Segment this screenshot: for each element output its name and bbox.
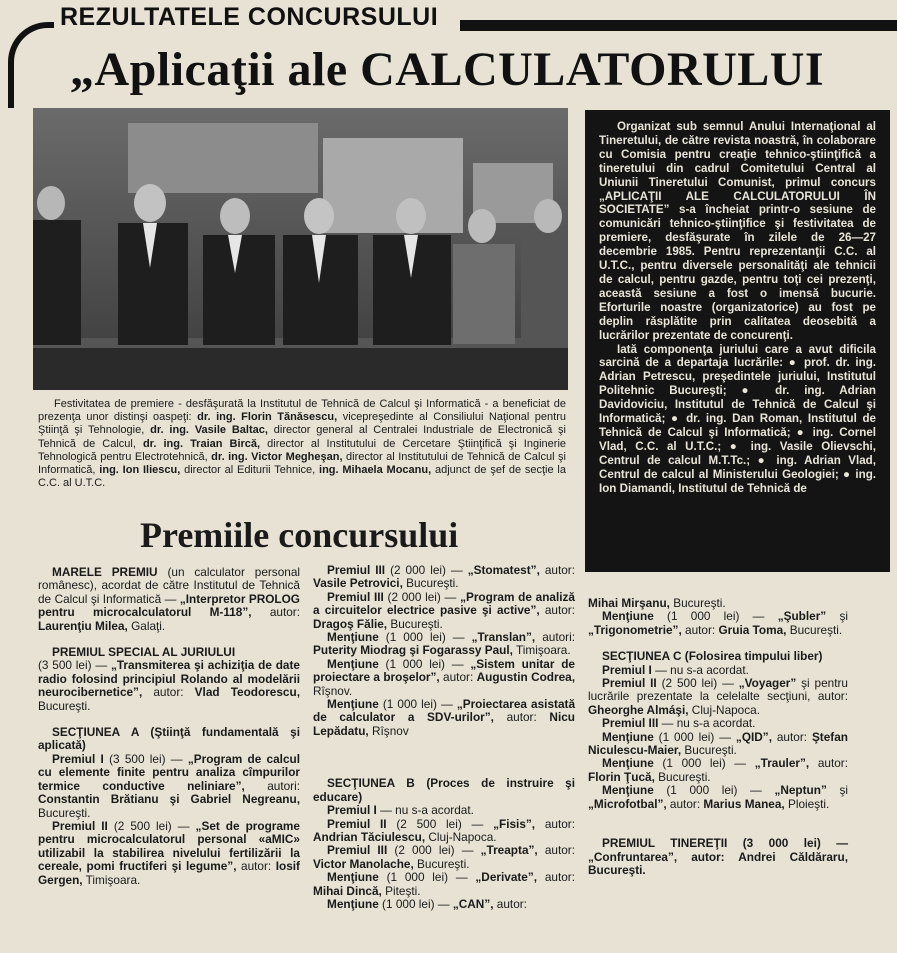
bold-run: Gheorghe Almáşi, (588, 702, 689, 717)
text-run: director al Institutului de Tehnică de Calcul şi Informatică, (38, 450, 566, 477)
text-run: (1 000 lei) — (378, 656, 471, 671)
text-run: (un calculator personal românesc), acordat de către Institutul de Tehnică de Calcul şi Informatică — (38, 565, 301, 606)
photo-caption (38, 398, 566, 490)
text-run: Bucureşti. (669, 596, 726, 610)
bold-run: „Şubler” (777, 609, 827, 624)
text-run: Bucureşti. (654, 769, 711, 784)
prize-entry (313, 898, 575, 911)
prize-entry (313, 844, 575, 871)
text-run: autor: (537, 870, 575, 885)
text-run: şi (826, 783, 848, 798)
bold-run: „Interpretor PROLOG pentru microcalculatorul M-118”, (38, 591, 300, 620)
ceremony-photo-illustration (33, 108, 568, 390)
prizes-title: Premiile concursului (140, 515, 459, 555)
bold-run: Premiul III (327, 589, 384, 604)
text-run: autor: (493, 896, 527, 911)
spacer (313, 738, 575, 751)
bold-run: Dragoş Fălie, (313, 616, 388, 631)
bold-run: Menţiune (327, 656, 379, 671)
text-run: autor: (493, 710, 550, 725)
bold-run: „QID”, (735, 729, 772, 744)
bold-run: Andrei Căldăraru, (738, 849, 848, 864)
prize-entry (588, 597, 848, 610)
bold-run: Puterity Miodrag şi Fogarassy Paul, (313, 643, 513, 658)
bold-run: Premiul III (327, 563, 386, 577)
bold-run: Premiul I (602, 662, 652, 677)
bold-run: „Program de analiză a circuitelor electrice pasive şi active”, (313, 589, 575, 618)
text-run: autor: (251, 605, 300, 620)
prize-entry (313, 818, 575, 845)
text-run: (1 000 lei) — (653, 756, 755, 771)
bold-run: ing. Mihaela Mocanu, (319, 464, 432, 477)
text-run: autor: (771, 729, 812, 744)
bold-run: Menţiune (327, 896, 379, 911)
prize-entry (313, 631, 575, 658)
text-run: director al Editurii Tehnice, (180, 464, 320, 477)
bold-run: „Sistem unitar de proiectare a broşelor”, (313, 656, 575, 685)
text-run: (2 500 lei) — (386, 816, 494, 831)
text-run: (3 000 lei) — (727, 836, 848, 851)
bold-run: Premiul I (52, 751, 104, 766)
text-run: director al Institutului de Cercetare Ştiinţifică şi Inginerie Tehnologică pentru Electrotehnică, (38, 437, 567, 463)
prize-entry (38, 820, 300, 887)
bold-run: „Microfotbal”, (588, 796, 667, 811)
text-run: Piteşti. (381, 883, 421, 898)
text-run: Bucureşti. (786, 622, 843, 637)
intro-sidebar (585, 110, 890, 572)
bold-run: Premiul II (602, 676, 657, 691)
bold-run: „Fisis”, (493, 816, 536, 831)
text-run: Cluj-Napoca. (425, 829, 497, 844)
bold-run: Iosif Gergen, (38, 859, 300, 887)
bold-run: Premiul I (327, 803, 377, 818)
bold-run: MARELE PREMIU (52, 565, 158, 579)
bold-run: Mihai Dincă, (313, 883, 382, 898)
article-headline: „Aplicaţii ale CALCULATORULUI (70, 43, 825, 96)
text-run: autor: (809, 756, 848, 771)
bold-run: Menţiune (327, 697, 379, 712)
corner-ornament (8, 22, 54, 108)
text-run: (2 000 lei) — (385, 563, 468, 577)
jury-paragraph: Iată componenţa juriului care a avut dificila sarcină de a departaja lucrările: ● prof. dr. ing. Adrian Petrescu, preşedintele juriului, Institutul Politehnic Bucureşti; ● dr. ing. Adrian Davidoviciu, Institutul de Tehnică de Calcul şi Informatică; ● dr. ing. Dan Roman, Institutul de Tehnică de Calcul şi Informatică; ● ing. Cornel Vlad, C.C. al U.T.C.; ● ing. Vasile Olievschi, Centrul de calcul M.T.Tc.; ● ing. Adrian Vlad, Centrul de calcul al Ministerului Geologiei; ● ing. Ion Diamandi, Institutul de Tehnică de (599, 342, 876, 495)
bold-run: „Set de programe pentru microcalculatorul personal «aMIC» utilizabil la stabilirea nivelului fertilizării la cereale, pomi fructiferi şi legume”, (38, 818, 300, 874)
bold-run: Vasile Petrovici, (313, 576, 403, 591)
bold-run: SECŢIUNEA C (Folosirea timpului liber) (602, 649, 823, 664)
bold-run: Menţiune (602, 609, 654, 624)
text-run: autori: (535, 630, 575, 645)
text-run: şi pentru lucrările prezentate la celelalte secţiuni, autor: (588, 676, 848, 704)
section-heading (588, 837, 848, 877)
text-run: (2 500 lei) — (656, 676, 739, 691)
text-run: Bucureşti. (413, 856, 470, 871)
bold-run: „Confruntarea”, (588, 849, 678, 864)
bold-run: Menţiune (602, 783, 654, 798)
text-run: autor: (236, 859, 276, 874)
text-run: autor: (677, 849, 739, 864)
bold-run: „Trauler”, (754, 756, 810, 771)
ceremony-photo (33, 108, 568, 390)
bold-run: dr. ing. Traian Bircă, (142, 437, 261, 450)
prize-entry (313, 591, 575, 631)
bold-run: „Program de calcul cu elemente finite pentru analiza cîmpurilor termice conductive neliniare”, (38, 751, 300, 793)
bold-run: „Neptun” (774, 783, 827, 798)
spacer (313, 751, 575, 764)
prize-entry (588, 784, 848, 811)
bold-run: PREMIUL TINEREŢII (602, 836, 728, 851)
text-run: Bucureşti. (402, 576, 459, 591)
section-label: REZULTATELE CONCURSULUI (60, 3, 439, 31)
bold-run: Vlad Teodorescu, (194, 685, 300, 700)
bold-run: Menţiune (602, 756, 654, 771)
text-run: autor: (142, 685, 195, 700)
bold-run: „Trigonometrie”, (588, 622, 682, 637)
prize-entry (313, 564, 575, 591)
text-run: vicepreşedinte al Consiliului Naţional pentru Ştiinţă şi Tehnologie, (38, 411, 566, 437)
text-run: Rîşnov (368, 723, 409, 738)
section-heading (38, 646, 300, 659)
text-run: (3 500 lei) — (38, 658, 111, 673)
bold-run: Marius Manea, (703, 796, 785, 811)
bold-run: Premiul III (327, 843, 388, 858)
bold-run: „Proiectarea asistată de calculator a SDV-urilor”, (313, 697, 575, 725)
text-run: Festivitatea de premiere - desfăşurată la Institutul de Tehnică de Calcul şi Informatică - a beneficiat de prezenţa unor distinşi oaspeţi: (38, 398, 566, 424)
spacer (588, 811, 848, 824)
text-run: Bucureşti. (681, 743, 737, 758)
prizes-column-2 (313, 564, 575, 911)
bold-run: „Derivate”, (475, 870, 538, 885)
text-run: (1 000 lei) — (378, 630, 472, 645)
bold-run: SECŢIUNEA B (Proces de instruire şi educare) (313, 776, 575, 804)
text-run: (2 500 lei) — (107, 818, 196, 833)
section-heading (313, 777, 575, 804)
text-run: director general al Centralei Industriale de Electronică şi Tehnică de Calcul, (38, 424, 566, 450)
bold-run: Menţiune (602, 729, 654, 744)
bold-run: „Translan”, (471, 630, 536, 645)
prize-entry (588, 610, 848, 637)
prize-entry (38, 566, 300, 633)
bold-run: Laurenţiu Milea, (38, 618, 128, 633)
text-run: autor: (537, 843, 575, 858)
text-run: Cluj-Napoca. (688, 702, 760, 717)
bold-run: „Voyager” (738, 676, 797, 691)
bold-run: SECŢIUNEA A (Ştiinţă fundamentală şi aplicată) (38, 725, 300, 753)
bold-run: Mihai Mirşanu, (588, 596, 670, 610)
caption-text (38, 398, 566, 490)
bold-run: „CAN”, (452, 896, 494, 911)
bold-run: „Stomatest”, (467, 563, 540, 577)
bold-run: Andrian Tăciulescu, (313, 829, 426, 844)
prize-entry (313, 698, 575, 738)
bold-run: Menţiune (327, 870, 379, 885)
prize-entry (38, 659, 300, 713)
text-run: Ploieşti. (784, 796, 830, 811)
bold-run: Augustin Codrea, (476, 670, 575, 685)
bold-run: Victor Manolache, (313, 856, 414, 871)
bold-run: Ştefan Niculescu-Maier, (588, 729, 848, 758)
text-run: Bucureşti. (588, 862, 646, 877)
bold-run: Premiul III (602, 716, 659, 731)
text-run: (3 500 lei) — (103, 751, 188, 766)
text-run: autor: (535, 816, 575, 831)
prize-entry (588, 731, 848, 758)
bold-run: Premiul II (327, 816, 387, 831)
text-run: (1 000 lei) — (653, 609, 778, 624)
bold-run: dr. ing. Vasile Baltac, (150, 424, 268, 437)
section-heading (588, 650, 848, 663)
text-run: Bucureşti. (38, 805, 91, 820)
prizes-column-1 (38, 566, 300, 887)
bold-run: dr. ing. Victor Megheşan, (211, 450, 343, 463)
bold-run: dr. ing. Florin Tănăsescu, (197, 411, 338, 424)
text-run: autori: (244, 778, 300, 793)
text-run: Bucureşti. (387, 616, 443, 631)
bold-run: Gruia Toma, (718, 622, 787, 637)
text-run: Timişoara. (82, 872, 141, 887)
section-header-rule (460, 20, 897, 31)
text-run: (2 000 lei) — (387, 843, 481, 858)
bold-run: Premiul II (52, 818, 108, 833)
text-run: (2 000 lei) — (383, 589, 461, 604)
section-heading (38, 726, 300, 753)
text-run: Galaţi. (127, 618, 166, 633)
prize-entry (313, 804, 575, 817)
text-run: (1 000 lei) — (653, 783, 775, 798)
text-run: Rîşnov. (313, 683, 353, 698)
section-header-bar (20, 0, 897, 40)
text-run: autor: (539, 603, 575, 618)
prize-entry (588, 757, 848, 784)
bold-run: ing. Ion Iliescu, (99, 464, 181, 477)
text-run: adjunct de şef de secţie la C.C. al U.T.C. (38, 464, 566, 490)
text-run: autor: (539, 563, 575, 577)
text-run: (1 000 lei) — (378, 870, 476, 885)
text-run: Bucureşti. (38, 698, 91, 713)
text-run: Timişoara. (512, 643, 571, 658)
bold-run: PREMIUL SPECIAL AL JURIULUI (52, 645, 236, 660)
text-run: autor: (439, 670, 477, 685)
text-run: — nu s-a acordat. (651, 662, 749, 677)
text-run: — nu s-a acordat. (376, 803, 474, 818)
text-run: (1 000 lei) — (378, 896, 453, 911)
intro-paragraph: Organizat sub semnul Anului Internaţional al Tineretului, de către revista noastră, în colaborare cu Comisia pentru creaţie tehnico-ştiinţifică a tineretului din cadrul Comitetului Central al Uniunii Tineretului Comunist, primul concurs „APLICAŢII ALE CALCULATORULUI ÎN SOCIETATE” s-a încheiat printr-o sesiune de comunicări tehnico-ştiinţifice şi festivitatea de premiere, desfăşurate în zilele de 26—27 decembrie 1985. Pentru reprezentanţii C.C. al U.T.C., pentru diversele personalităţi ale tehnicii de calcul, pentru gazde, pentru toţi cei prezenţi, această sesiune a fost o imensă bucurie. Eforturile noastre (organizatorice) au fost pe deplin răsplătite prin calitatea deosebită a lucrărilor prezentate de concurenţi. (599, 120, 876, 342)
bold-run: „Treapta”, (480, 843, 538, 858)
prize-entry (38, 753, 300, 820)
prize-entry (313, 658, 575, 698)
bold-run: Nicu Lepădatu, (313, 710, 575, 738)
prize-entry (588, 677, 848, 717)
text-run: (1 000 lei) — (378, 697, 457, 712)
bold-run: Florin Ţucă, (588, 769, 655, 784)
bold-run: „Transmiterea şi achiziţia de date radio folosind principiul Rolando al modelării neurocibernetice”, (38, 658, 300, 700)
prize-entry (588, 717, 848, 730)
prize-entry (588, 664, 848, 677)
text-run: autor: (681, 622, 719, 637)
bold-run: Constantin Brătianu şi Gabriel Negreanu, (38, 792, 300, 807)
text-run: (1 000 lei) — (653, 729, 736, 744)
prize-entry (313, 871, 575, 898)
prizes-column-3 (588, 597, 848, 877)
text-run: — nu s-a acordat. (658, 716, 756, 731)
text-run: autor: (666, 796, 704, 811)
bold-run: Menţiune (327, 630, 379, 645)
text-run: şi (826, 609, 848, 624)
